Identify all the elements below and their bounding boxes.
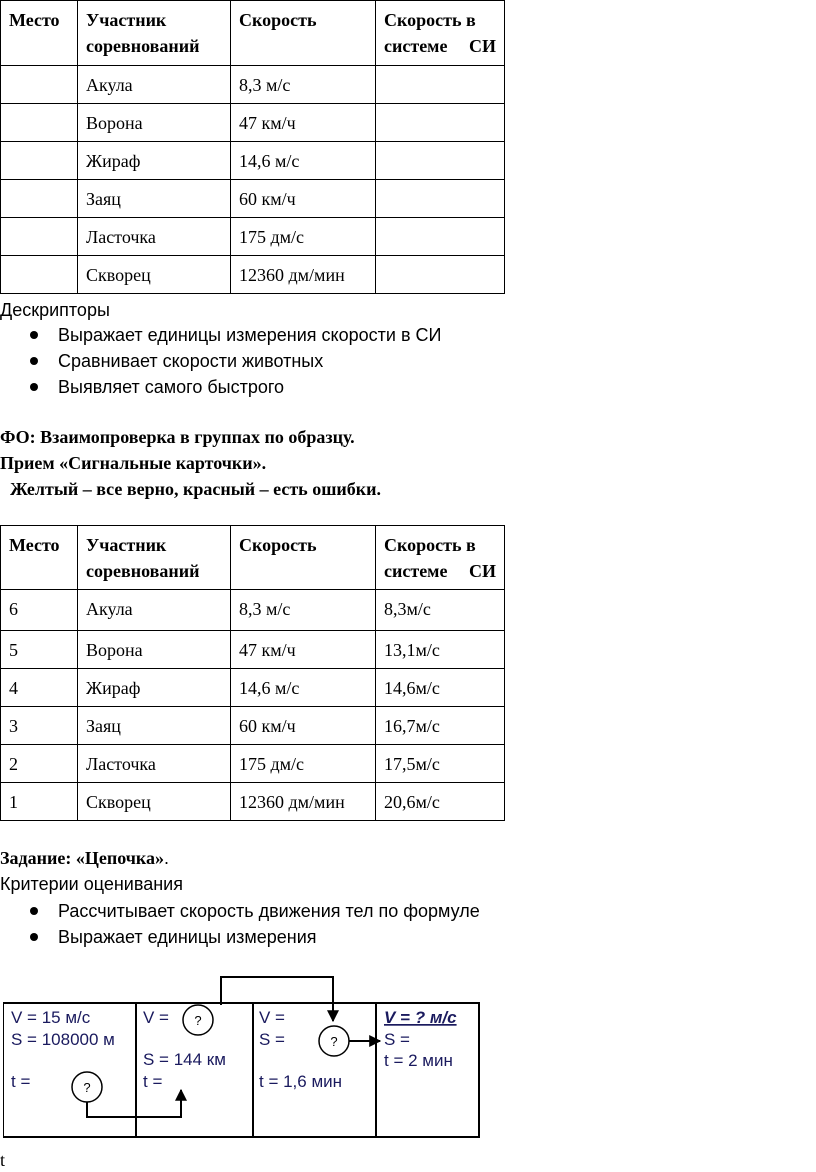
- table-row: Жираф 14,6 м/с: [1, 142, 505, 180]
- list-item: Выражает единицы измерения: [28, 924, 480, 950]
- table-row: Скворец 12360 дм/мин: [1, 256, 505, 294]
- fo-line-3: Желтый – все верно, красный – есть ошибки.: [10, 479, 382, 499]
- bullet-icon: [30, 331, 38, 339]
- footer-text: t: [0, 1150, 6, 1170]
- list-item: Сравнивает скорости животных: [28, 348, 441, 374]
- descriptors-list: [28, 322, 441, 400]
- task-title: Задание: «Цепочка».: [0, 848, 169, 868]
- question-mark-3: ?: [330, 1034, 338, 1049]
- descriptors-title: Дескрипторы: [0, 300, 110, 320]
- question-mark-1: ?: [83, 1080, 91, 1095]
- table-row: 2 Ласточка 175 дм/с 17,5м/с: [1, 745, 505, 783]
- question-mark-2: ?: [194, 1013, 202, 1028]
- speed-table-blank: [0, 0, 505, 294]
- cell4-v: V = ? м/с: [384, 1008, 457, 1027]
- cell2-s: S = 144 км: [143, 1050, 226, 1069]
- cell4-t: t = 2 мин: [384, 1051, 453, 1070]
- bullet-icon: [30, 383, 38, 391]
- cell1-t: t =: [11, 1072, 31, 1091]
- cell1-v: V = 15 м/с: [11, 1008, 91, 1027]
- chain-diagram: [3, 965, 483, 1140]
- table-row: 1 Скворец 12360 дм/мин 20,6м/с: [1, 783, 505, 821]
- header-place: Место: [1, 526, 78, 590]
- cell4-s: S =: [384, 1030, 410, 1049]
- table-row: Ворона 47 км/ч: [1, 104, 505, 142]
- table-row: 4 Жираф 14,6 м/с 14,6м/с: [1, 669, 505, 707]
- list-item: Рассчитывает скорость движения тел по формуле: [28, 898, 480, 924]
- cell3-s: S =: [259, 1030, 285, 1049]
- header-participant: Участник соревнований: [78, 526, 231, 590]
- cell3-t: t = 1,6 мин: [259, 1072, 343, 1091]
- criteria-list: [28, 898, 480, 950]
- table-row: 5 Ворона 47 км/ч 13,1м/с: [1, 631, 505, 669]
- table-row: Заяц 60 км/ч: [1, 180, 505, 218]
- criteria-title: Критерии оценивания: [0, 874, 183, 894]
- table-row: 6 Акула 8,3 м/с 8,3м/с: [1, 590, 505, 631]
- header-speed: Скорость: [231, 526, 376, 590]
- cell2-v: V =: [143, 1008, 169, 1027]
- cell2-t: t =: [143, 1072, 163, 1091]
- list-item: Выражает единицы измерения скорости в СИ: [28, 322, 441, 348]
- bullet-icon: [30, 907, 38, 915]
- list-item: Выявляет самого быстрого: [28, 374, 441, 400]
- speed-table-answers: [0, 525, 505, 821]
- header-place: Место: [1, 1, 78, 66]
- header-speed-si: Скорость в системе СИ: [376, 1, 505, 66]
- fo-line-2: Прием «Сигнальные карточки».: [0, 453, 267, 473]
- bullet-icon: [30, 933, 38, 941]
- header-speed-si: Скорость в системе СИ: [376, 526, 505, 590]
- header-speed: Скорость: [231, 1, 376, 66]
- cell3-v: V =: [259, 1008, 285, 1027]
- cell1-s: S = 108000 м: [11, 1030, 115, 1049]
- table-row: Ласточка 175 дм/с: [1, 218, 505, 256]
- table-row: Акула 8,3 м/с: [1, 66, 505, 104]
- bullet-icon: [30, 357, 38, 365]
- fo-line-1: ФО: Взаимопроверка в группах по образцу.: [0, 427, 355, 447]
- header-participant: Участник соревнований: [78, 1, 231, 66]
- table-row: 3 Заяц 60 км/ч 16,7м/с: [1, 707, 505, 745]
